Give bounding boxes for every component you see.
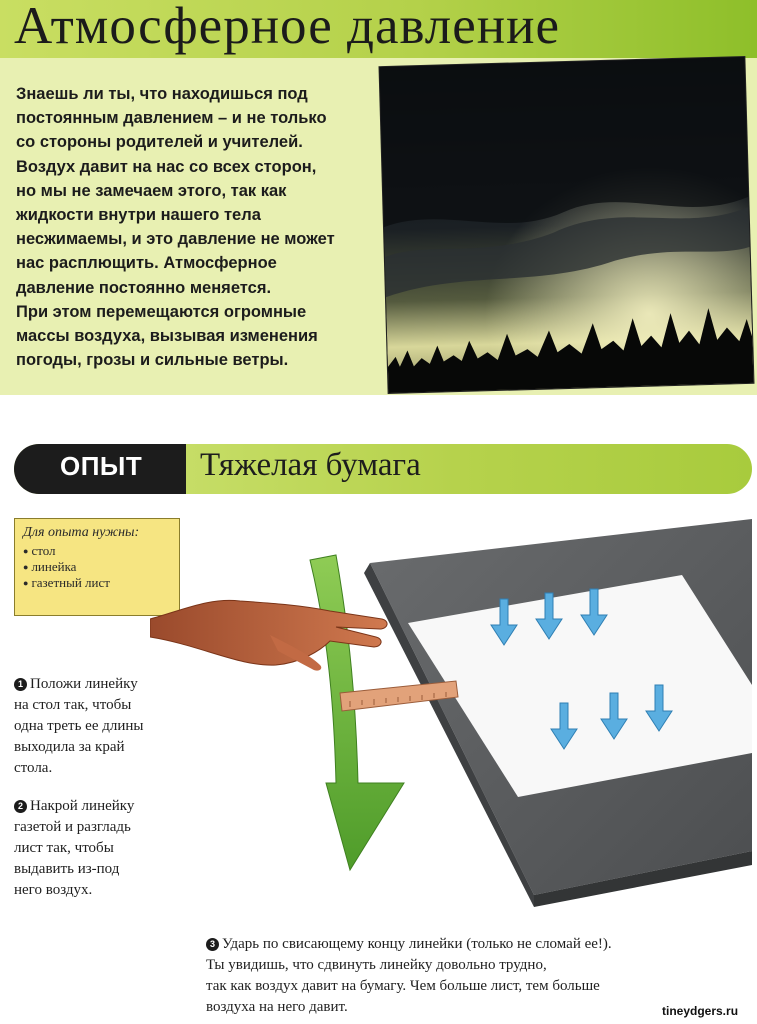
site-watermark: tineydgers.ru	[662, 1004, 739, 1018]
intro-text	[16, 82, 376, 372]
intro-line: со стороны родителей и учителей.	[16, 133, 303, 152]
step-text-line: Ударь по свисающему концу линейки (только не сломай ее!).	[222, 936, 612, 952]
step-number-badge: 1	[14, 678, 27, 691]
step-text-line: Положи линейку	[30, 676, 138, 692]
intro-line: Воздух давит на нас со всех сторон,	[16, 157, 317, 176]
experiment-label: ОПЫТ	[60, 451, 143, 481]
intro-line: погоды, грозы и сильные ветры.	[16, 351, 289, 370]
intro-line: давление постоянно меняется.	[16, 278, 272, 297]
intro-line: массы воздуха, вызывая изменения	[16, 327, 318, 346]
step-number-badge: 2	[14, 800, 27, 813]
step-text-line: так как воздух давит на бумагу. Чем больше лист, тем больше	[206, 978, 600, 994]
step-2	[14, 796, 194, 901]
step-text-line: выдавить из-под	[14, 861, 120, 877]
intro-line: постоянным давлением – и не только	[16, 109, 327, 128]
storm-sky-photo	[380, 57, 754, 393]
step-text-line: выходила за край	[14, 739, 125, 755]
step-3	[206, 934, 738, 1018]
step-text-line: воздуха на него давит.	[206, 999, 348, 1015]
intro-line: нас расплющить. Атмосферное	[16, 254, 277, 273]
page-title: Атмосферное давление	[14, 0, 561, 55]
intro-line: При этом перемещаются огромные	[16, 302, 307, 321]
intro-line: Знаешь ли ты, что находишься под	[16, 85, 308, 103]
step-1	[14, 674, 194, 779]
step-text-line: лист так, чтобы	[14, 840, 114, 856]
step-text-line: одна треть ее длины	[14, 718, 144, 734]
step-text-line: на стол так, чтобы	[14, 697, 132, 713]
step-number-badge: 3	[206, 938, 219, 951]
step-text-line: газетой и разгладь	[14, 819, 131, 835]
step-text-line: него воздух.	[14, 882, 93, 898]
experiment-illustration	[150, 515, 757, 915]
step-text-line: Накрой линейку	[30, 798, 135, 814]
step-text-line: Ты увидишь, что сдвинуть линейку довольно трудно,	[206, 957, 547, 973]
step-text-line: стола.	[14, 760, 53, 776]
materials-item: ● стол	[23, 543, 171, 559]
hand-illustration	[150, 600, 387, 670]
intro-line: жидкости внутри нашего тела	[16, 206, 261, 225]
materials-item: ● линейка	[23, 559, 171, 575]
intro-line: несжимаемы, и это давление не может	[16, 230, 335, 249]
experiment-title: Тяжелая бумага	[200, 447, 421, 483]
intro-line: но мы не замечаем этого, так как	[16, 181, 287, 200]
materials-item: ● газетный лист	[23, 575, 171, 591]
materials-heading: Для опыта нужны:	[23, 525, 140, 540]
